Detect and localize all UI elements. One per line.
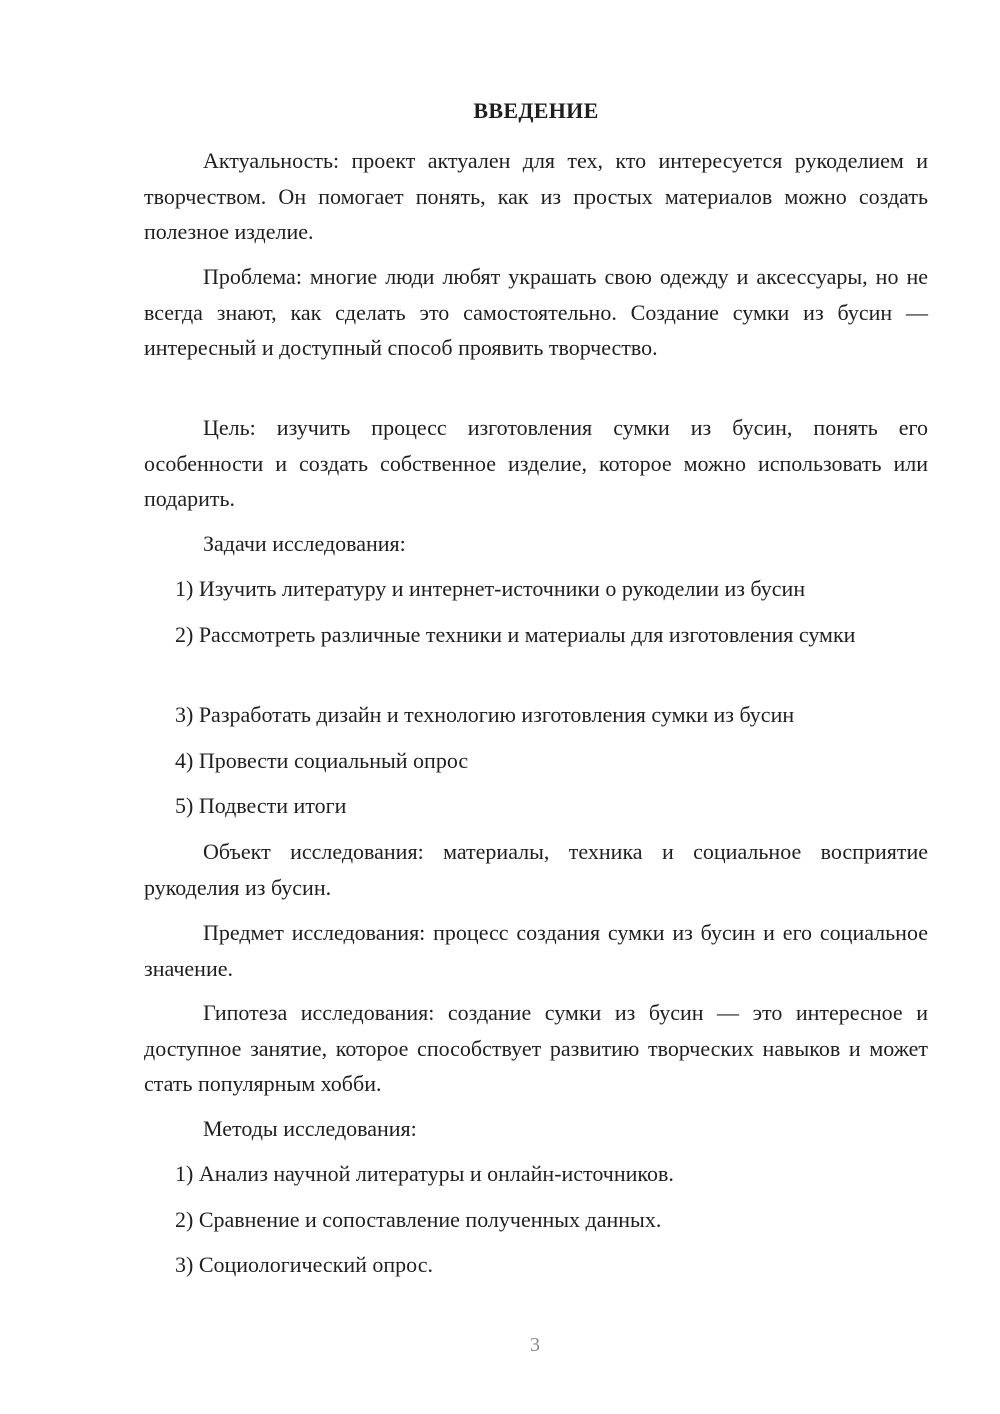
paragraph-hypothesis: Гипотеза исследования: создание сумки из бусин — это интересное и доступное занятие, которое способствует развитию творческих навыков и может стать популярным хобби. — [144, 1000, 928, 1096]
tasks-title: Задачи исследования: — [203, 531, 406, 556]
section-heading: ВВЕДЕНИЕ — [473, 98, 599, 123]
method-item: 2) Сравнение и сопоставление полученных данных. — [175, 1207, 662, 1232]
paragraph-goal: Цель: изучить процесс изготовления сумки из бусин, понять его особенности и создать собственное изделие, которое можно использовать или подарить. — [144, 415, 928, 511]
task-item: 5) Подвести итоги — [175, 793, 347, 818]
task-item: 2) Рассмотреть различные техники и материалы для изготовления сумки — [175, 622, 856, 647]
task-item: 1) Изучить литературу и интернет-источники о рукоделии из бусин — [175, 576, 806, 601]
method-item: 1) Анализ научной литературы и онлайн-источников. — [175, 1161, 674, 1186]
paragraph-problem: Проблема: многие люди любят украшать свою одежду и аксессуары, но не всегда знают, как сделать это самостоятельно. Создание сумки из бусин — интересный и доступный способ проявить творчество. — [144, 264, 928, 360]
methods-title: Методы исследования: — [203, 1116, 417, 1141]
task-item: 3) Разработать дизайн и технологию изготовления сумки из бусин — [175, 702, 795, 727]
paragraph-subject: Предмет исследования: процесс создания сумки из бусин и его социальное значение. — [144, 920, 928, 981]
page-number: 3 — [530, 1334, 540, 1356]
task-item: 4) Провести социальный опрос — [175, 748, 469, 773]
paragraph-object: Объект исследования: материалы, техника и социальное восприятие рукоделия из бусин. — [144, 839, 928, 900]
paragraph-relevance: Актуальность: проект актуален для тех, кто интересуется рукоделием и творчеством. Он помогает понять, как из простых материалов можно создать полезное изделие. — [144, 148, 928, 244]
method-item: 3) Социологический опрос. — [175, 1252, 433, 1277]
